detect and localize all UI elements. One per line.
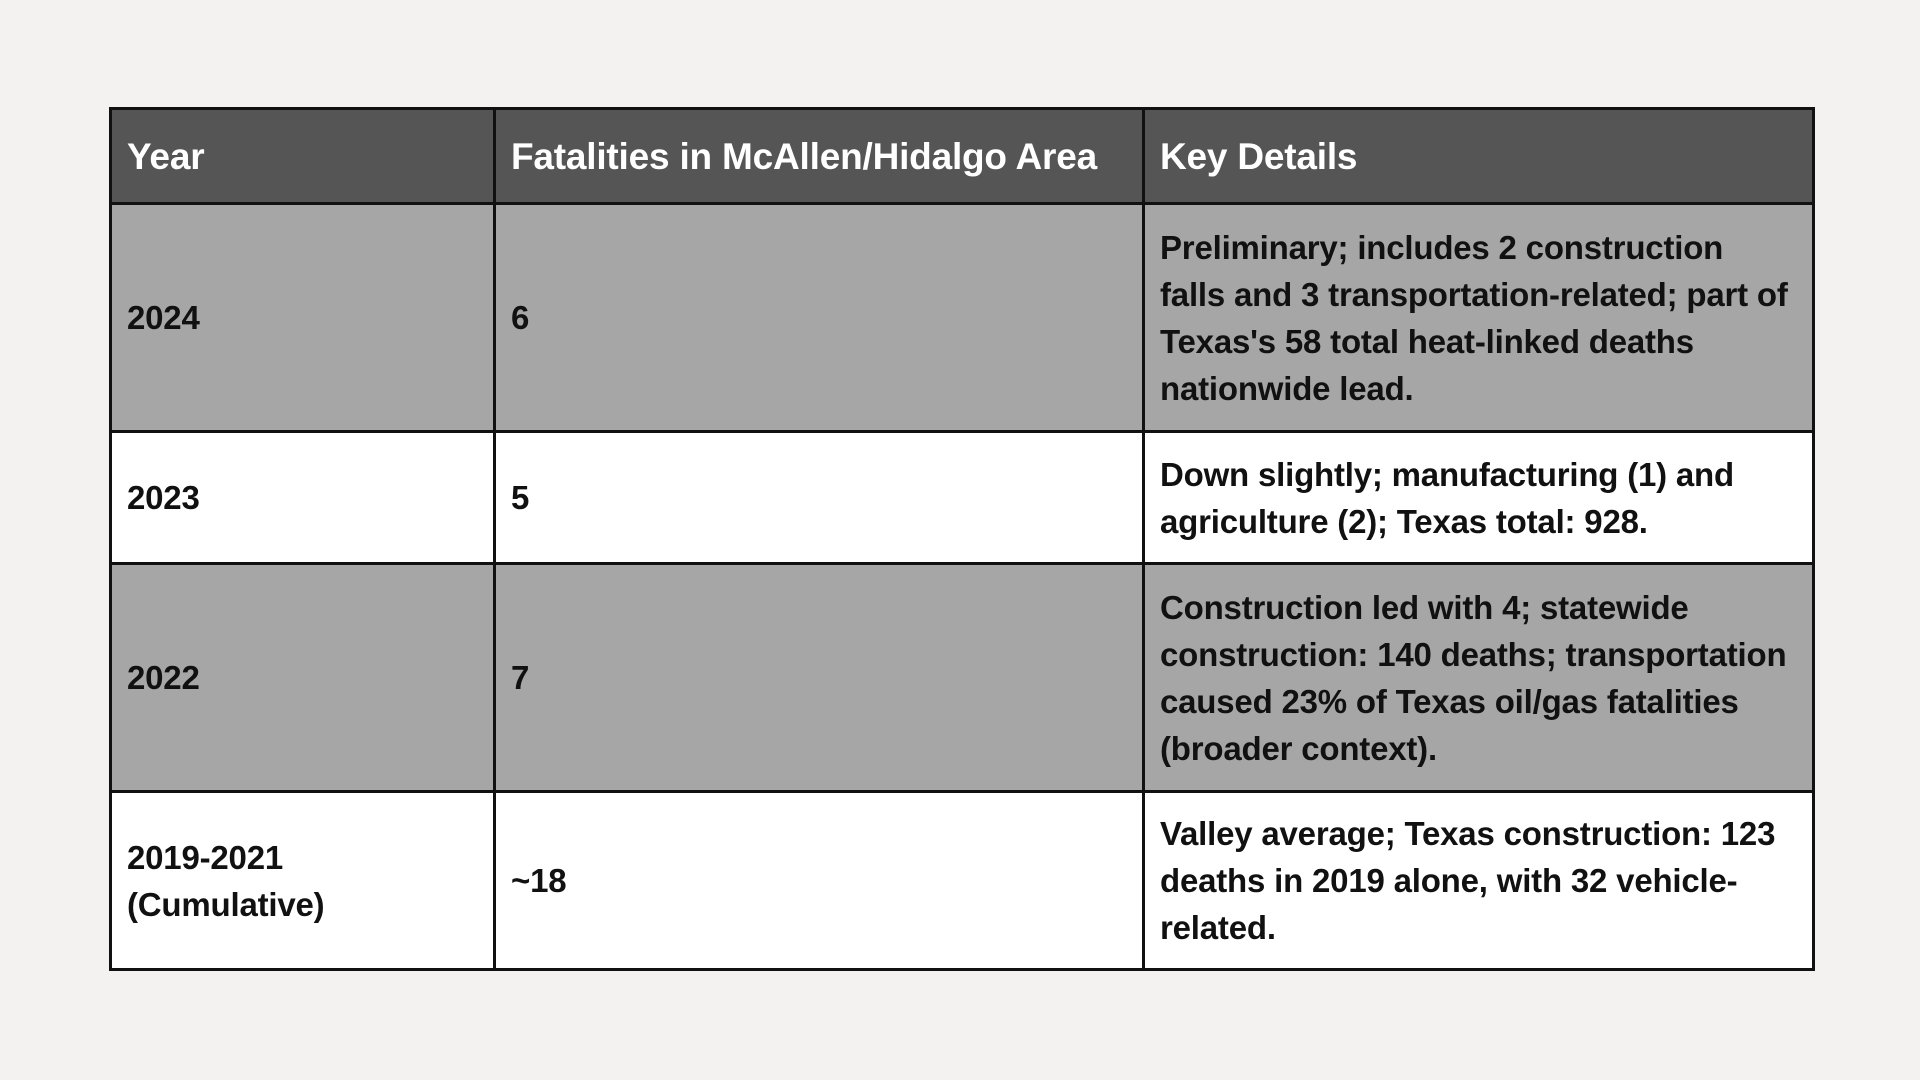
year-cell: [111, 432, 495, 564]
header-fatalities: Fatalities in McAllen/Hidalgo Area: [495, 109, 1144, 204]
fatalities-value: 6: [511, 299, 530, 336]
fatalities-cell: [495, 204, 1144, 432]
header-year: Year: [111, 109, 495, 204]
table-row: [111, 204, 1814, 432]
year-value: 2024: [127, 299, 200, 336]
fatalities-table: [109, 107, 1815, 971]
fatalities-value: 5: [511, 479, 530, 516]
fatalities-cell: [495, 792, 1144, 970]
year-value: 2022: [127, 659, 200, 696]
fatalities-value: 7: [511, 659, 530, 696]
year-cell: [111, 564, 495, 792]
table-row: [111, 564, 1814, 792]
fatalities-value: ~18: [511, 862, 567, 899]
details-cell: [1144, 564, 1814, 792]
details-cell: [1144, 204, 1814, 432]
table-row: [111, 432, 1814, 564]
year-value: 2019-2021 (Cumulative): [127, 838, 325, 923]
year-cell: [111, 792, 495, 970]
details-value: Construction led with 4; statewide construction: 140 deaths; transportation caused 23% of Texas oil/gas fatalities (broader context).: [1160, 588, 1787, 767]
fatalities-cell: [495, 432, 1144, 564]
header-key-details: Key Details: [1144, 109, 1814, 204]
year-value: 2023: [127, 479, 200, 516]
table-row: [111, 792, 1814, 970]
details-cell: [1144, 792, 1814, 970]
details-value: Down slightly; manufacturing (1) and agriculture (2); Texas total: 928.: [1160, 455, 1734, 540]
table-header-row: [111, 109, 1814, 204]
fatalities-cell: [495, 564, 1144, 792]
details-value: Preliminary; includes 2 construction falls and 3 transportation-related; part of Texas's 58 total heat-linked deaths nationwide lead.: [1160, 228, 1788, 407]
year-cell: [111, 204, 495, 432]
details-value: Valley average; Texas construction: 123 deaths in 2019 alone, with 32 vehicle-related.: [1160, 815, 1776, 946]
details-cell: [1144, 432, 1814, 564]
